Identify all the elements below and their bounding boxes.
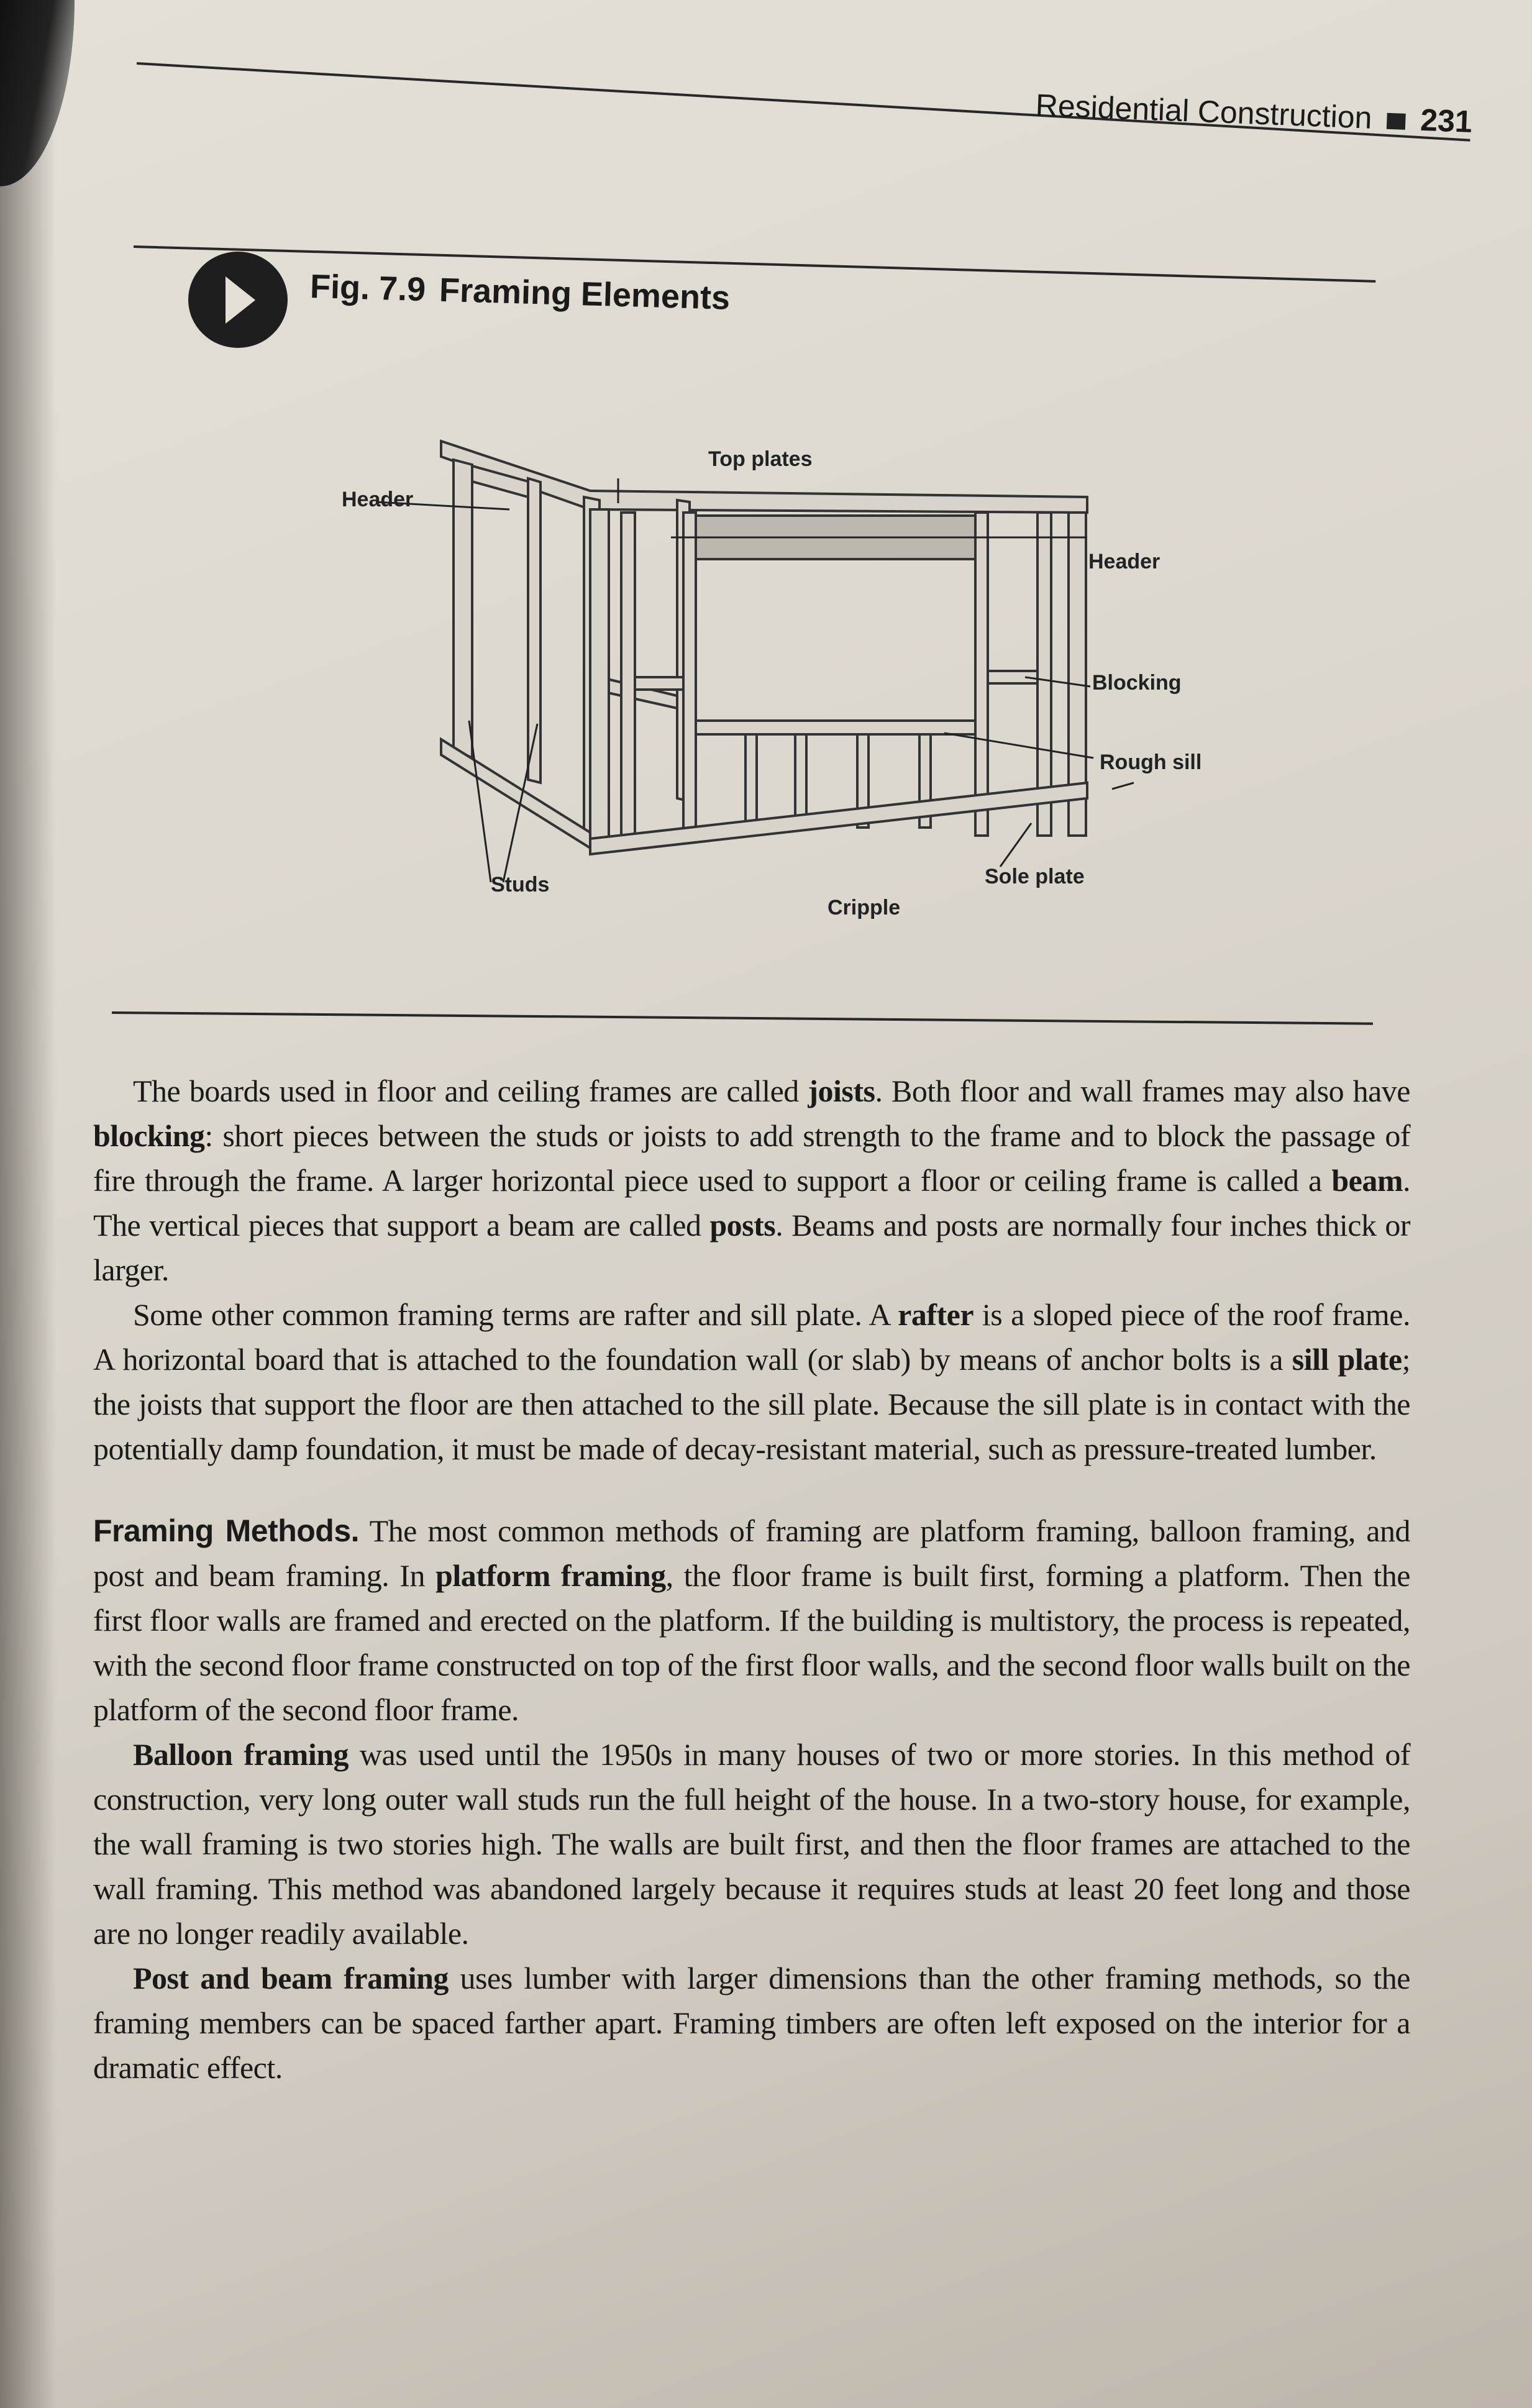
stud-shape <box>683 513 696 836</box>
label-studs: Studs <box>491 873 550 896</box>
figure-number: Fig. 7.9 <box>309 267 426 309</box>
paragraph <box>93 1292 1410 1471</box>
framing-diagram <box>323 410 1255 969</box>
label-sole-plate: Sole plate <box>985 865 1085 888</box>
text-run: ; the joists that support the floor are then attached to the sill plate. Because the sill plate is in contact with the potentially damp foundation, it must be made of decay-resistant material, such as pressure-treated lumber. <box>93 1342 1410 1466</box>
figure-bottom-rule <box>112 1011 1373 1025</box>
text-run: The most common methods of framing are platform framing, balloon framing, and post and beam framing. In <box>93 1513 1410 1593</box>
cripple-shape <box>745 734 757 828</box>
sole-plate-shape <box>441 739 590 848</box>
leader-line <box>469 721 491 882</box>
label-top-plates: Top plates <box>708 447 813 471</box>
paragraph <box>93 1732 1410 1956</box>
label-header-left: Header <box>342 488 414 511</box>
text-run: is a sloped piece of the roof frame. A horizontal board that is attached to the foundation wall (or slab) by means of anchor bolts is a <box>93 1297 1411 1377</box>
page-number: 231 <box>1420 102 1473 139</box>
text-run: : short pieces between the studs or joists to add strength to the frame and to block the passage of fire through the frame. A larger horizontal piece used to support a floor or ceiling frame is called a <box>93 1118 1410 1198</box>
leader-line <box>1000 823 1031 867</box>
bold-term: sill plate <box>1292 1342 1402 1377</box>
page-gutter-shadow <box>0 0 56 2408</box>
running-head <box>1035 87 1473 140</box>
sole-plate-shape <box>590 783 1087 854</box>
label-rough-sill: Rough sill <box>1100 750 1202 774</box>
bold-term: beam <box>1331 1163 1403 1198</box>
background-corner <box>0 0 75 186</box>
paragraph <box>93 1069 1410 1292</box>
text-run: The boards used in floor and ceiling frames are called <box>133 1074 808 1108</box>
text-run: Some other common framing terms are rafter and sill plate. A <box>133 1297 898 1332</box>
figure-title-text: Framing Elements <box>439 271 731 317</box>
rough-sill-shape <box>696 721 975 734</box>
text-run: , the floor frame is built first, forming a platform. Then the first floor walls are framed and erected on the platform. If the building is multistory, the process is repeated, with the second floor frame constructed on top of the first floor walls, and the second floor walls built on the platform of the second floor frame. <box>93 1558 1411 1727</box>
text-run: uses lumber with larger dimensions than the other framing methods, so the framing members can be spaced farther apart. Framing timbers are often left exposed on the interior for a dramatic effect. <box>93 1961 1410 2085</box>
figure-title <box>309 267 731 317</box>
bold-term: blocking <box>93 1118 205 1153</box>
paragraph <box>93 1956 1410 2090</box>
bold-term: joists <box>808 1074 875 1108</box>
text-run: . Beams and posts are normally four inches thick or larger. <box>93 1208 1410 1287</box>
bold-term: Post and beam framing <box>133 1961 449 1995</box>
running-title: Residential Construction <box>1034 87 1373 135</box>
label-blocking: Blocking <box>1092 671 1182 695</box>
leader-line <box>1112 783 1134 789</box>
section-heading: Framing Methods. <box>93 1513 360 1548</box>
stud-shape <box>621 513 635 836</box>
bold-term: Balloon framing <box>133 1737 349 1772</box>
body-section-terms <box>93 1069 1410 1471</box>
body-text <box>93 1069 1410 2090</box>
bold-term: posts <box>709 1208 776 1243</box>
stud-shape <box>975 513 988 836</box>
stud-shape <box>590 509 609 845</box>
label-cripple: Cripple <box>828 896 901 919</box>
blocking-shape <box>635 677 683 690</box>
label-header-right: Header <box>1088 550 1160 573</box>
square-bullet-icon <box>1387 113 1406 130</box>
paragraph <box>93 1508 1410 1732</box>
bold-term: rafter <box>898 1297 974 1332</box>
bold-term: platform framing <box>435 1558 666 1593</box>
text-run: was used until the 1950s in many houses of two or more stories. In this method of construction, very long outer wall studs run the full height of the house. In a two-story house, for example, the wall framing is two stories high. The walls are built first, and then the floor frames are attached to the wall framing. This method was abandoned largely because it requires studs at least 20 feet long and those are no longer readily available. <box>93 1737 1410 1951</box>
text-run: . Both floor and wall frames may also have <box>875 1074 1410 1108</box>
stud-shape <box>454 460 472 758</box>
text-run: . The vertical pieces that support a beam are called <box>93 1163 1410 1243</box>
play-icon <box>188 252 288 348</box>
body-section-framing-methods <box>93 1508 1410 2090</box>
